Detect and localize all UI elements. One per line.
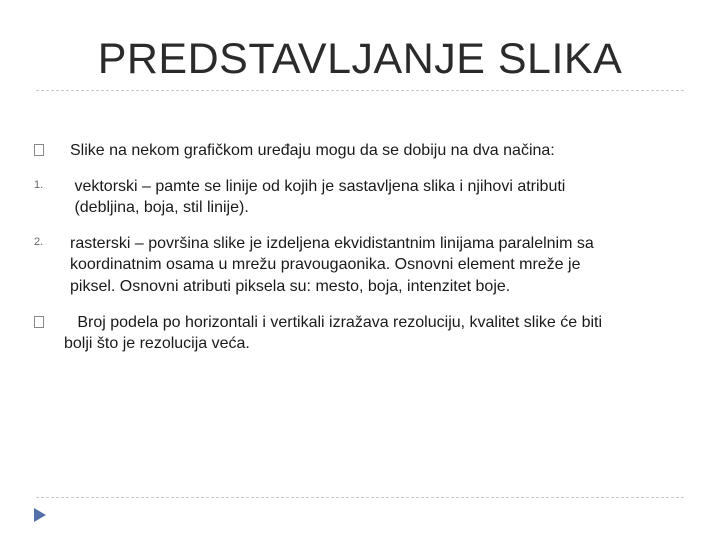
footer-divider <box>36 497 684 498</box>
numbered-item <box>34 176 684 219</box>
bullet-item <box>34 312 684 355</box>
page-title: PREDSTAVLJANJE SLIKA <box>97 35 623 83</box>
bullet-box-icon <box>34 316 44 328</box>
slide-content <box>34 140 684 367</box>
bullet-text: Slike na nekom grafičkom uređaju mogu da se dobiju na dva načina: <box>70 142 555 159</box>
bullet-item <box>34 140 684 162</box>
bullet-box-icon <box>34 144 44 156</box>
title-divider <box>36 90 684 91</box>
numbered-text: vektorski – pamte se linije od kojih je sastavljena slika i njihovi atributi (debljina, boja, stil linije). <box>74 177 566 217</box>
bullet-text: Broj podela po horizontali i vertikali izražava rezoluciju, kvalitet slike će biti bolji što je rezolucija veća. <box>64 313 603 353</box>
numbered-text: rasterski – površina slike je izdeljena ekvidistantnim linijama paralelnim sa koordinatnim osama u mrežu pravougaonika. Osnovni element mreže je piksel. Osnovni atributi piksela su: mesto, boja, intenzitet boje. <box>70 234 594 295</box>
list-number: 2. <box>34 235 44 248</box>
play-arrow-icon[interactable] <box>32 507 48 523</box>
list-number: 1. <box>34 178 44 191</box>
numbered-item <box>34 233 684 298</box>
